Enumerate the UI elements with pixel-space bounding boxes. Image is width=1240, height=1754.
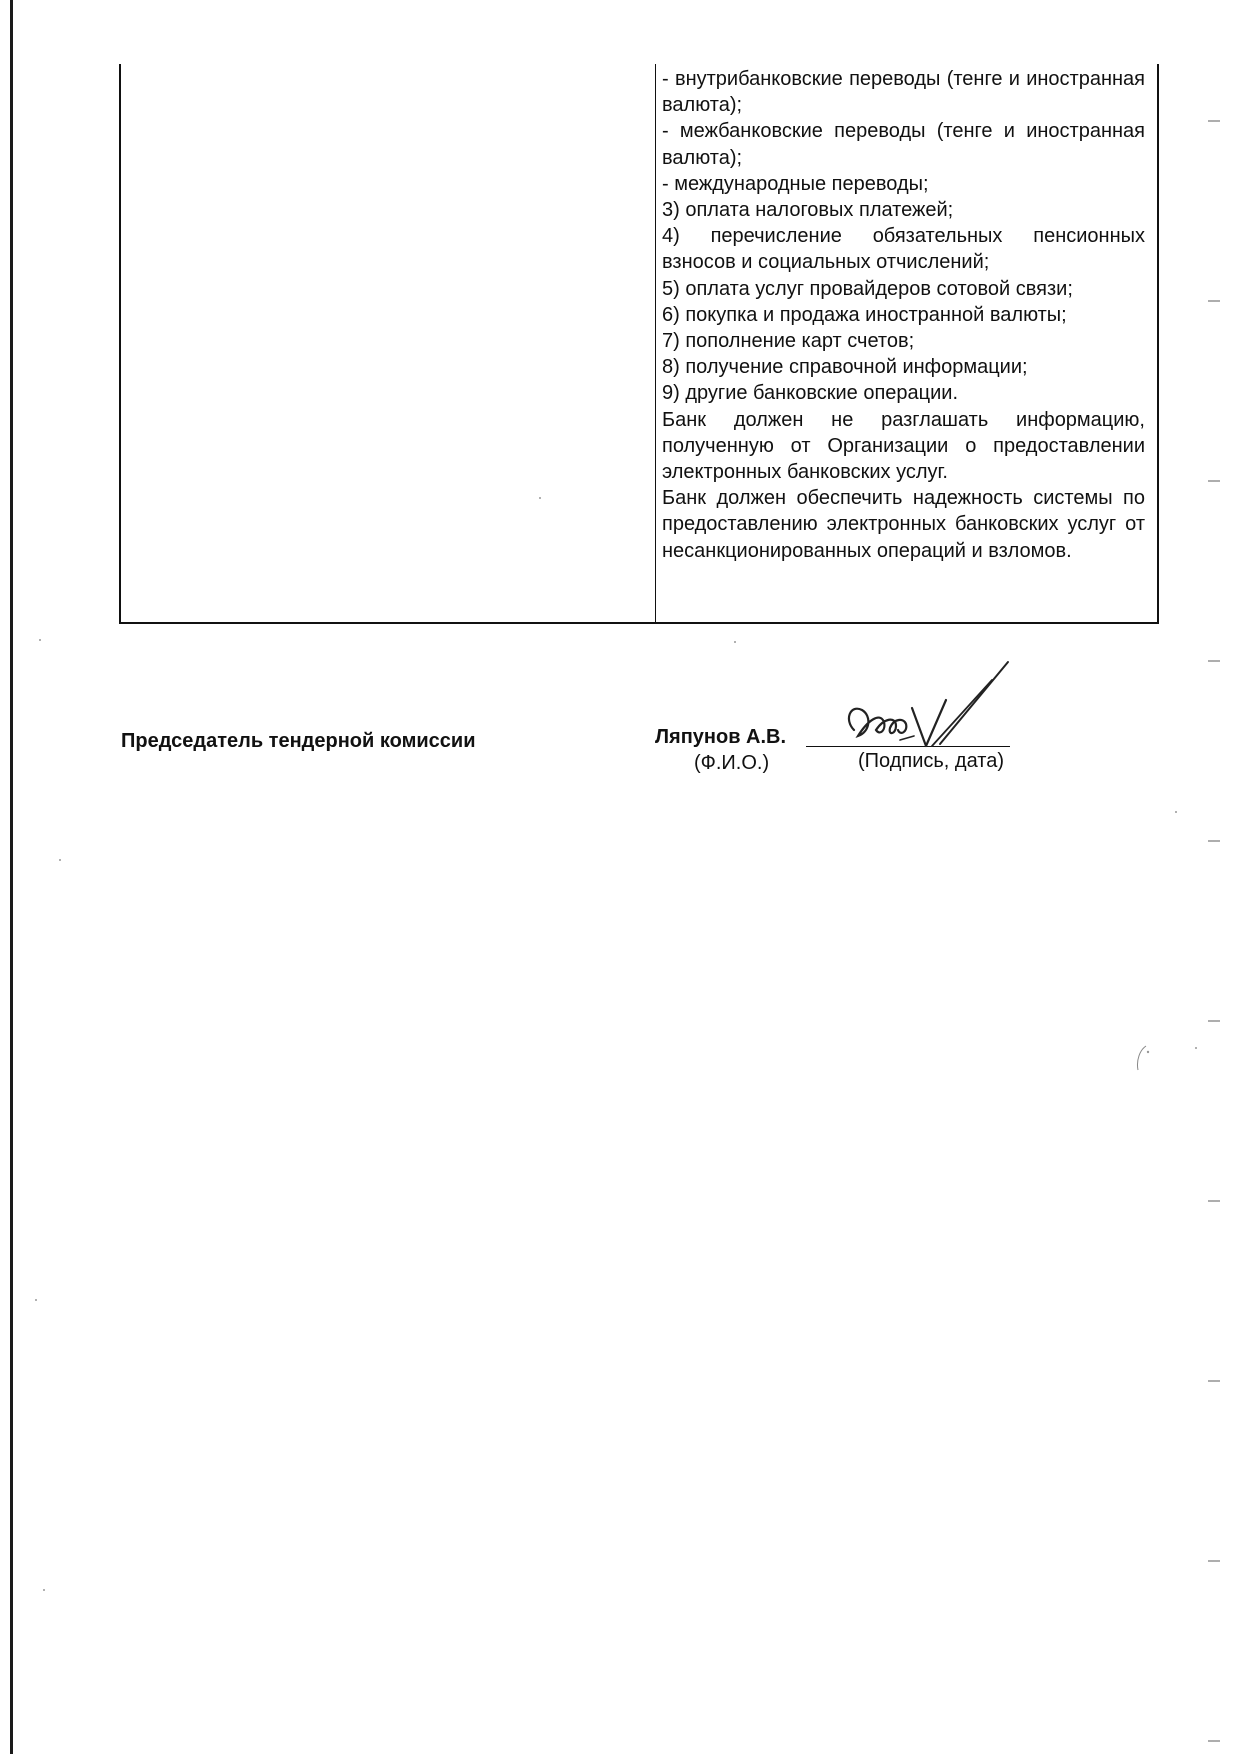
table-column-divider — [655, 64, 656, 624]
cell-paragraph: Банк должен не разглашать информацию, полученную от Организации о предоставлении электронных банковских услуг. — [662, 408, 1145, 484]
handwritten-signature — [840, 660, 1020, 760]
scan-left-edge — [10, 0, 13, 1754]
name-caption: (Ф.И.О.) — [694, 752, 770, 774]
signature-caption: (Подпись, дата) — [858, 750, 1004, 772]
scan-right-edge-marks — [1208, 0, 1220, 1754]
signatory-name: Ляпунов А.В. — [655, 726, 787, 748]
cell-paragraph: Банк должен обеспечить надежность системы по предоставлению электронных банковских услуг от несанкционированных операций и взломов. — [662, 487, 1145, 562]
requirements-table — [119, 64, 1159, 624]
cell-paragraph: 8) получение справочной информации; — [662, 356, 1028, 379]
cell-paragraph: - международные переводы; — [662, 172, 929, 195]
cell-paragraph: 9) другие банковские операции. — [662, 382, 958, 405]
cell-paragraph: 5) оплата услуг провайдеров сотовой связи; — [662, 277, 1073, 300]
cell-paragraph: 3) оплата налоговых платежей; — [662, 199, 954, 222]
cell-paragraph: - межбанковские переводы (тенге и иностранная валюта); — [662, 120, 1145, 169]
cell-paragraph: 6) покупка и продажа иностранной валюты; — [662, 303, 1067, 326]
cell-paragraph: 4) перечисление обязательных пенсионных взносов и социальных отчислений; — [662, 225, 1145, 274]
table-right-cell — [662, 66, 1145, 564]
cell-paragraph: - внутрибанковские переводы (тенге и иностранная валюта); — [662, 68, 1145, 117]
cell-paragraph: 7) пополнение карт счетов; — [662, 330, 915, 353]
chair-role-label: Председатель тендерной комиссии — [121, 730, 476, 752]
